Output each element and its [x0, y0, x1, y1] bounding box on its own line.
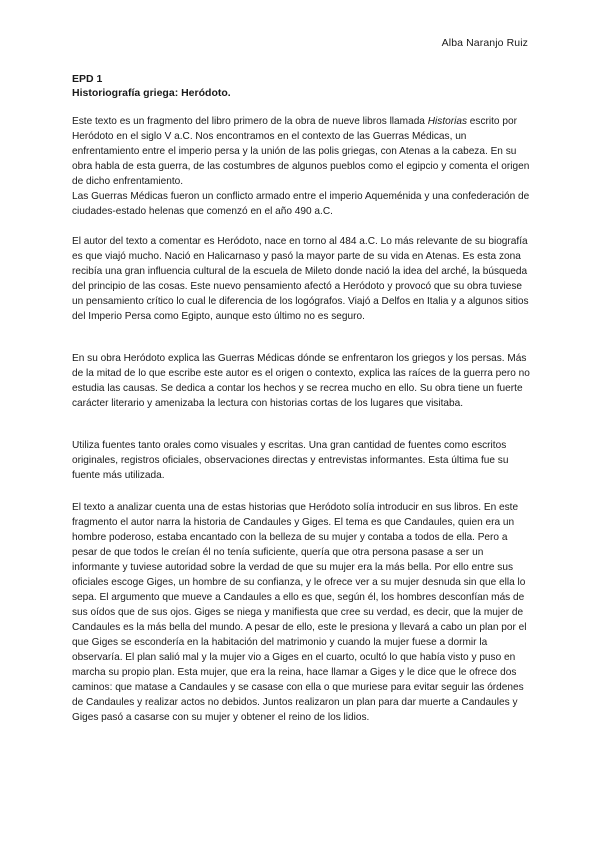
paragraph-author: El autor del texto a comentar es Heródoto, nace en torno al 484 a.C. Lo más relevante de su biografía es que viajó mucho. Nació en Halicarnaso y pasó la mayor parte de su vida en Atenas. Es esta zona recibía una gran influencia cultural de la escuela de Mileto donde nació la idea del arché, la búsqueda del principio de las cosas. Este nuevo pensamiento afectó a Heródoto y provocó que su obra tuviese un pensamiento crítico lo cual le diferencia de los logógrafos. Viajó a Delfos en Italia y a algunos sitios del Imperio Persa como Egipto, aunque esto último no es seguro. [72, 236, 529, 322]
paragraph-sources: Utiliza fuentes tanto orales como visuales y escritas. Una gran cantidad de fuentes como escritos originales, registros oficiales, observaciones directas y entrevistas informantes. Esta última fue su fuente más utilizada. [72, 440, 509, 481]
intro-text-b: escrito por Heródoto en el siglo V a.C. Nos encontramos en el contexto de las Guerras Médicas, un enfrentamiento entre el imperio persa y la unión de las polis griegas, con Atenas a la cabeza. En su obra habla de esta guerra, de las costumbres de algunos pueblos como el egipcio y comenta el origen de dicho enfrentamiento. [72, 116, 530, 187]
heading-title: Historiografía griega: Heródoto. [72, 87, 231, 99]
paragraph-work: En su obra Heródoto explica las Guerras Médicas dónde se enfrentaron los griegos y los persas. Más de la mitad de lo que escribe este autor es el origen o contexto, explica las raíces de la guerra pero no estudia las causas. Se dedica a contar los hechos y se recrea mucho en ello. Su obra tiene un fuerte carácter literario y amenizaba la lectura con historias cortas de los lugares que visitaba. [72, 353, 530, 409]
paragraph-intro [72, 114, 532, 219]
author-name: Alba Naranjo Ruiz [441, 37, 528, 49]
paragraph-intro-text [72, 114, 532, 189]
paragraph-guerras-medicas: Las Guerras Médicas fueron un conflicto armado entre el imperio Aqueménida y una confederación de ciudades-estado helenas que comenzó en el año 490 a.C. [72, 191, 530, 217]
book-title-historias: Historias [427, 116, 467, 127]
heading-epd: EPD 1 [72, 73, 103, 85]
paragraph-analysis: El texto a analizar cuenta una de estas historias que Heródoto solía introducir en sus libros. En este fragmento el autor narra la historia de Candaules y Giges. El tema es que Candaules, quien era un hombre poderoso, estaba encantado con la belleza de su mujer y contaba a todos de ella. Pero a pesar de que todos le creían él no tenía suficiente, quería que otra persona pasase a ser un informante y tuviese autoridad sobre la verdad de que su mujer era la más bella. Por ello entre sus oficiales escoge Giges, un hombre de su confianza, y le ofrece ver a su mujer desnuda sin que ella lo sepa. El argumento que mueve a Candaules a ello es que, según él, los hombres desconfían más de sus oídos que de sus ojos. Giges se niega y manifiesta que cree su verdad, es decir, que la mujer de Candaules es la más bella del mundo. A pesar de ello, este le presiona y llevará a cabo un plan por el que Giges se escondería en la habitación del matrimonio y cuando la mujer fuese a dormir la observaría. El plan salió mal y la mujer vio a Giges en el cuarto, ocultó lo que había visto y puso en marcha su propio plan. Esta mujer, que era la reina, hace llamar a Giges y le dice que le ofrece dos caminos: que matase a Candaules y se casase con ella o que muriese para evitar seguir las órdenes de Candaules y realizar actos no debidos. Juntos realizaron un plan para dar muerte a Candaules y Giges pasó a casarse con su mujer y obtener el reino de los lidios. [72, 502, 527, 723]
intro-text-a: Este texto es un fragmento del libro primero de la obra de nueve libros llamada [72, 116, 428, 127]
document-heading [72, 72, 231, 100]
